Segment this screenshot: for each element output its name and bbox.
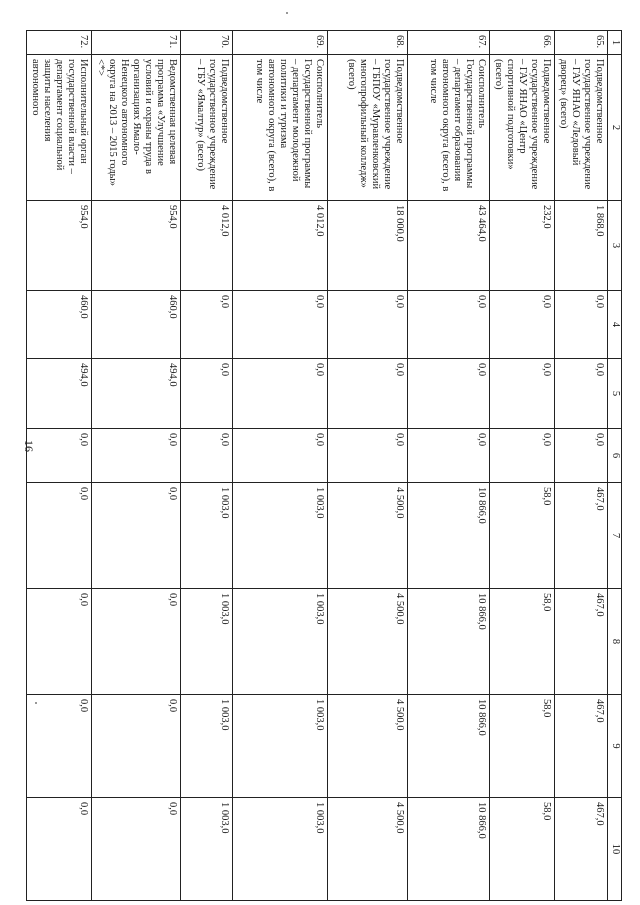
column-number-cell: 10 [608, 798, 622, 901]
value-cell: 467,0 [555, 589, 608, 695]
column-number-cell: 9 [608, 695, 622, 798]
row-name: Подведомственное государственное учреждение – ГБУ «Ямалтур» (всего) [181, 55, 233, 201]
value-cell: 10 866,0 [408, 589, 490, 695]
value-cell: 58,0 [490, 695, 555, 798]
value-cell: 18 000,0 [328, 201, 408, 291]
value-cell: 460,0 [92, 291, 181, 359]
value-cell: 0,0 [233, 359, 328, 429]
value-cell: 0,0 [328, 359, 408, 429]
value-cell: 954,0 [92, 201, 181, 291]
row-name: Ведомственная целевая программа «Улучшение условий и охраны труда в организациях Ямало-Ненецкого автономного округа на 2013 – 2015 годы» <*> [92, 55, 181, 201]
column-number-cell: 8 [608, 589, 622, 695]
value-cell: 467,0 [555, 483, 608, 589]
table-row [27, 31, 92, 901]
value-cell: 0,0 [233, 429, 328, 483]
value-cell: 1 003,0 [181, 589, 233, 695]
value-cell: 0,0 [181, 291, 233, 359]
value-cell: 0,0 [328, 429, 408, 483]
value-cell: 0,0 [92, 483, 181, 589]
value-cell: 1 003,0 [181, 483, 233, 589]
value-cell: 58,0 [490, 483, 555, 589]
row-number: 66. [490, 31, 555, 55]
table-row [555, 31, 608, 901]
column-number-cell: 3 [608, 201, 622, 291]
row-number: 65. [555, 31, 608, 55]
value-cell: 10 866,0 [408, 483, 490, 589]
row-number: 71. [92, 31, 181, 55]
row-name: Соисполнитель Государственной программы – департамент образования автономного округа (всего), в том числе [408, 55, 490, 201]
value-cell: 0,0 [27, 429, 92, 483]
value-cell: 0,0 [408, 291, 490, 359]
value-cell: 58,0 [490, 798, 555, 901]
value-cell: 0,0 [27, 798, 92, 901]
table-row [233, 31, 328, 901]
value-cell: 0,0 [92, 429, 181, 483]
value-cell: 0,0 [233, 291, 328, 359]
row-number: 68. [328, 31, 408, 55]
column-number-cell: 6 [608, 429, 622, 483]
table-area [30, 30, 622, 900]
row-name: Подведомственное государственное учреждение – ГАУ ЯНАО «Ледовый дворец» (всего) [555, 55, 608, 201]
row-name: Исполнительный орган государственной власти – департамент социальной защиты населения автономного [27, 55, 92, 201]
value-cell: 0,0 [408, 429, 490, 483]
row-number: 72. [27, 31, 92, 55]
row-name: Подведомственное государственное учреждение – ГБПОУ «Муравленковский многопрофильный колледж» (всего) [328, 55, 408, 201]
value-cell: 0,0 [92, 798, 181, 901]
value-cell: 4 012,0 [233, 201, 328, 291]
table-row [92, 31, 181, 901]
table-row [408, 31, 490, 901]
value-cell: 0,0 [490, 429, 555, 483]
value-cell: 4 500,0 [328, 695, 408, 798]
row-name: Соисполнитель Государственной программы – департамент молодежной политики и туризма автономного округа (всего), в том числе [233, 55, 328, 201]
page-number: 16 [22, 440, 36, 452]
budget-table [26, 30, 622, 901]
value-cell: 0,0 [555, 429, 608, 483]
column-number-cell: 1 [608, 31, 622, 55]
column-number-cell: 4 [608, 291, 622, 359]
value-cell: 0,0 [490, 291, 555, 359]
value-cell: 0,0 [555, 291, 608, 359]
value-cell: 4 500,0 [328, 483, 408, 589]
table-row [328, 31, 408, 901]
value-cell: 43 464,0 [408, 201, 490, 291]
row-number: 69. [233, 31, 328, 55]
value-cell: 0,0 [92, 589, 181, 695]
value-cell: 0,0 [408, 359, 490, 429]
row-number: 67. [408, 31, 490, 55]
value-cell: 467,0 [555, 695, 608, 798]
value-cell: 1 003,0 [233, 695, 328, 798]
value-cell: 10 866,0 [408, 798, 490, 901]
value-cell: 1 003,0 [233, 798, 328, 901]
value-cell: 467,0 [555, 798, 608, 901]
value-cell: 1 868,0 [555, 201, 608, 291]
value-cell: 0,0 [555, 359, 608, 429]
column-number-cell: 2 [608, 55, 622, 201]
value-cell: 494,0 [27, 359, 92, 429]
value-cell: 1 003,0 [181, 695, 233, 798]
rotated-table-wrapper [30, 30, 622, 900]
column-number-cell: 7 [608, 483, 622, 589]
value-cell: 0,0 [27, 483, 92, 589]
value-cell: 4 012,0 [181, 201, 233, 291]
column-number-row [608, 31, 622, 901]
value-cell: 0,0 [181, 359, 233, 429]
value-cell: 954,0 [27, 201, 92, 291]
value-cell: 460,0 [27, 291, 92, 359]
value-cell: 494,0 [92, 359, 181, 429]
table-row [490, 31, 555, 901]
value-cell: 0,0 [181, 429, 233, 483]
value-cell: 0,0 [92, 695, 181, 798]
value-cell: 4 500,0 [328, 798, 408, 901]
value-cell: 0,0 [490, 359, 555, 429]
value-cell: 10 866,0 [408, 695, 490, 798]
column-number-cell: 5 [608, 359, 622, 429]
value-cell: 1 003,0 [233, 483, 328, 589]
value-cell: 4 500,0 [328, 589, 408, 695]
row-name: Подведомственное государственное учреждение – ГАУ ЯНАО «Центр спортивной подготовки» (всего) [490, 55, 555, 201]
value-cell: 1 003,0 [233, 589, 328, 695]
table-row [181, 31, 233, 901]
value-cell: 232,0 [490, 201, 555, 291]
scan-speck [286, 12, 288, 14]
value-cell: 0,0 [27, 695, 92, 798]
value-cell: 1 003,0 [181, 798, 233, 901]
value-cell: 0,0 [27, 589, 92, 695]
value-cell: 58,0 [490, 589, 555, 695]
value-cell: 0,0 [328, 291, 408, 359]
row-number: 70. [181, 31, 233, 55]
